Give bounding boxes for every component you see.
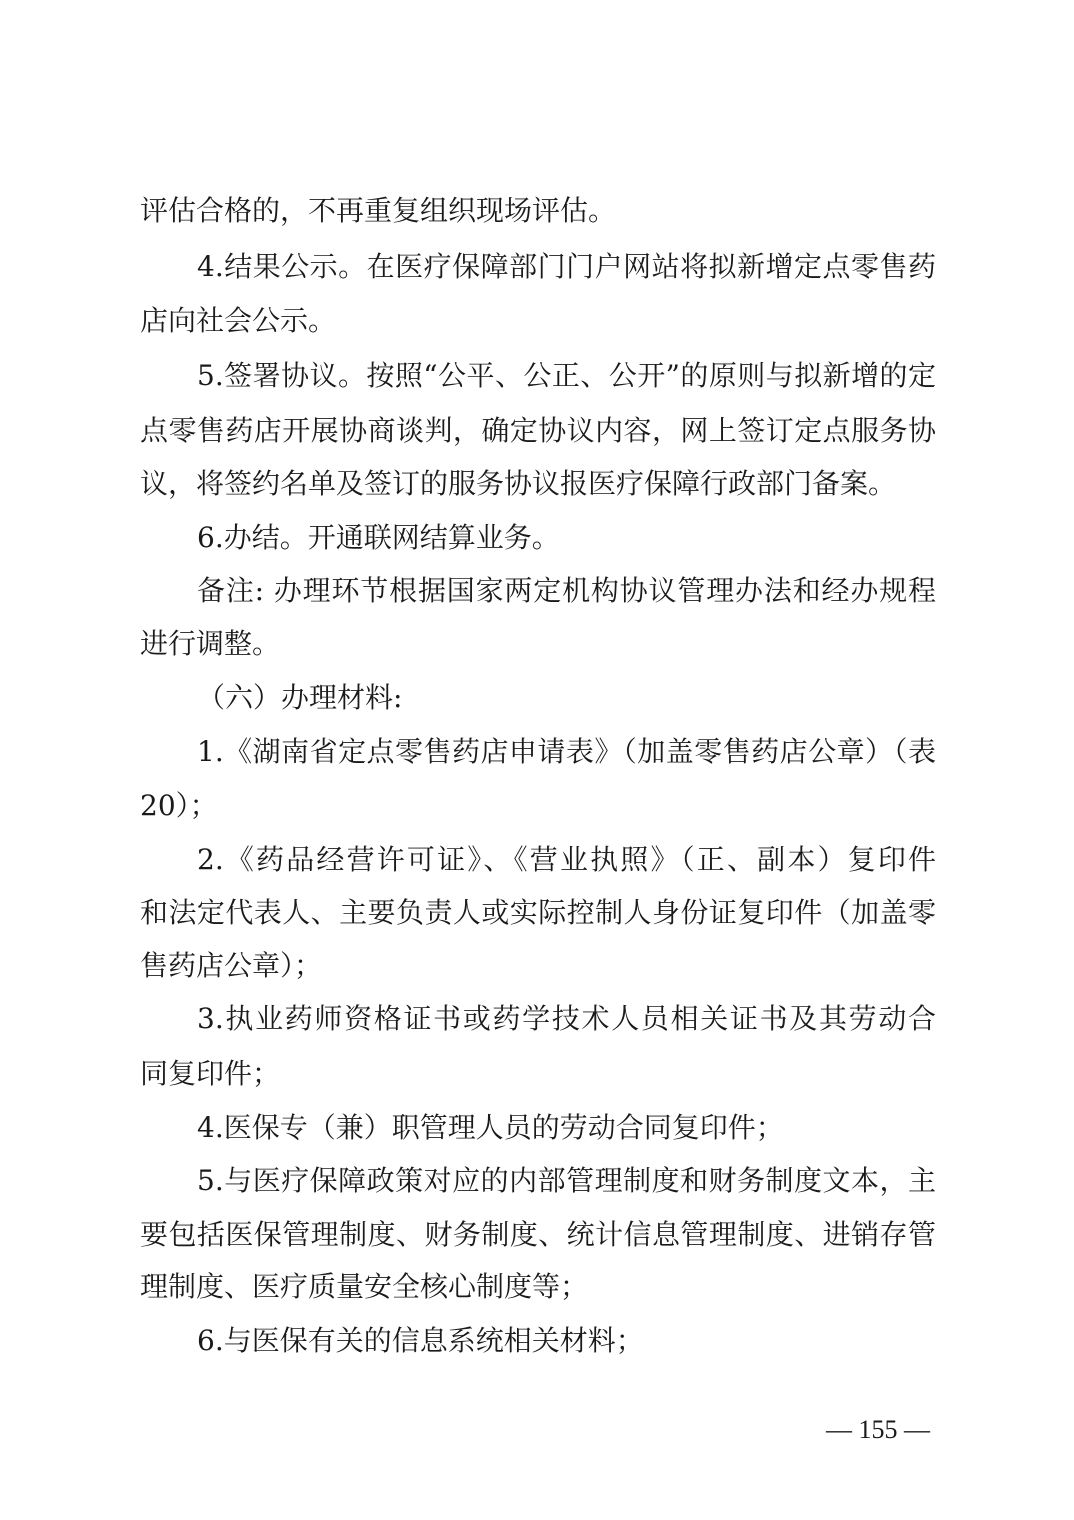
text-line: 评估合格的，不再重复组织现场评估。: [140, 194, 617, 227]
page-number: — 155 —: [826, 1415, 930, 1444]
text-line: 5.签署协议。按照“公平、公正、公开”的原则与拟新增的定: [197, 359, 936, 392]
text-line: 店向社会公示。: [140, 304, 337, 337]
text-line: 6.与医保有关的信息系统相关材料；: [197, 1324, 644, 1357]
text-line: 5.与医疗保障政策对应的内部管理制度和财务制度文本，主: [197, 1164, 936, 1197]
text-line: 3.执业药师资格证书或药学技术人员相关证书及其劳动合: [197, 1002, 936, 1035]
text-line: 20）；: [140, 789, 218, 822]
text-line: 售药店公章）；: [140, 949, 323, 982]
text-line: 同复印件；: [140, 1057, 281, 1090]
text-line: 2.《药品经营许可证》、《营业执照》（正、副本）复印件: [197, 843, 936, 876]
text-line: 点零售药店开展协商谈判，确定协议内容，网上签订定点服务协: [140, 414, 936, 447]
text-line: 备注: 办理环节根据国家两定机构协议管理办法和经办规程: [197, 574, 936, 607]
text-line: 要包括医保管理制度、财务制度、统计信息管理制度、进销存管: [140, 1218, 936, 1251]
text-line: 4.医保专（兼）职管理人员的劳动合同复印件；: [197, 1111, 784, 1144]
text-line: 和法定代表人、主要负责人或实际控制人身份证复印件（加盖零: [140, 896, 936, 929]
text-line: 6.办结。开通联网结算业务。: [197, 521, 560, 554]
text-line: 进行调整。: [140, 627, 281, 660]
text-line: 1.《湖南省定点零售药店申请表》（加盖零售药店公章）（表: [197, 735, 936, 768]
text-line: 理制度、医疗质量安全核心制度等；: [140, 1270, 589, 1303]
section-heading: （六）办理材料:: [197, 681, 403, 714]
text-line: 议，将签约名单及签订的服务协议报医疗保障行政部门备案。: [140, 467, 897, 500]
text-line: 4.结果公示。在医疗保障部门门户网站将拟新增定点零售药: [197, 250, 936, 283]
